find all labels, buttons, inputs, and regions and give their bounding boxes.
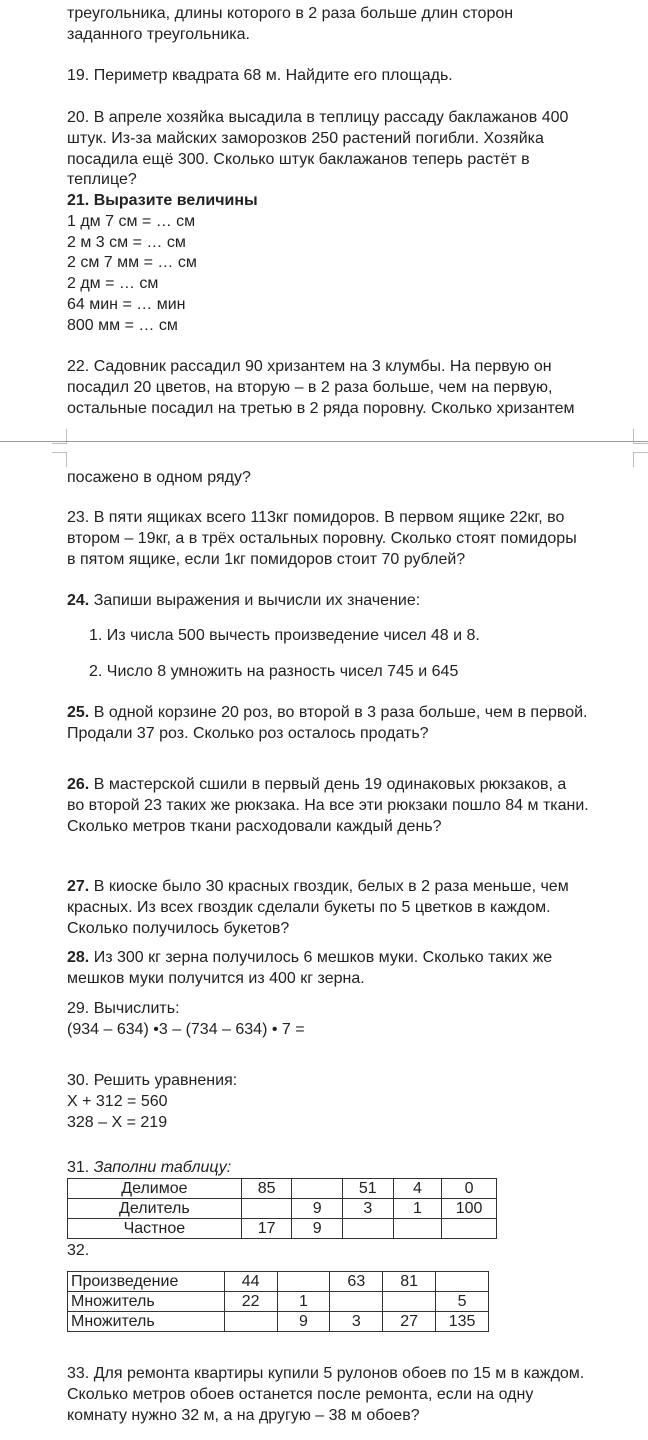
task-number: 24. bbox=[67, 592, 90, 609]
table-cell bbox=[393, 1219, 442, 1239]
table-cell: Множитель bbox=[68, 1292, 225, 1312]
task-line: втором – 19кг, а в трёх остальных поровну. Сколько стоят помидоры bbox=[67, 529, 577, 547]
task-line: 30. Решить уравнения: bbox=[67, 1072, 238, 1089]
table-cell: 9 bbox=[277, 1312, 330, 1332]
table-cell: 1 bbox=[393, 1199, 442, 1219]
task-22-continued bbox=[67, 468, 633, 489]
table-cell bbox=[292, 1179, 343, 1199]
task-29 bbox=[67, 999, 633, 1041]
task-19 bbox=[67, 66, 633, 87]
task-30 bbox=[67, 1071, 633, 1133]
task-24 bbox=[67, 591, 633, 612]
task-line: штук. Из-за майских заморозков 250 растений погибли. Хозяйка bbox=[67, 129, 544, 147]
task-number: 27. bbox=[67, 878, 90, 895]
task-line: 23. В пяти ящиках всего 113кг помидоров. В первом ящике 22кг, во bbox=[67, 509, 565, 526]
task-line: Сколько метров обоев останется после ремонта, если на одну bbox=[67, 1385, 534, 1403]
task-line: во второй 23 таких же рюкзака. На все эти рюкзаки пошло 84 м ткани. bbox=[67, 796, 589, 814]
page-corner-mark bbox=[52, 452, 67, 467]
table-cell bbox=[224, 1312, 277, 1332]
page-corner-mark bbox=[633, 452, 648, 467]
task-line: Из 300 кг зерна получилось 6 мешков муки. Сколько таких же bbox=[89, 949, 553, 966]
task-27 bbox=[67, 877, 633, 939]
task-line: посажено в одном ряду? bbox=[67, 469, 251, 486]
task-line: Продали 37 роз. Сколько роз осталось продать? bbox=[67, 724, 429, 742]
task-number: 32. bbox=[67, 1242, 90, 1259]
task-line: Сколько метров ткани расходовали каждый день? bbox=[67, 817, 442, 835]
task-31-title bbox=[67, 1158, 633, 1179]
table-cell: 4 bbox=[393, 1179, 442, 1199]
task-33 bbox=[67, 1364, 633, 1426]
text-line: заданного треугольника. bbox=[67, 25, 250, 43]
task-line: посадил 20 цветов, на вторую – в 2 раза больше, чем на первую, bbox=[67, 378, 553, 396]
table-cell bbox=[277, 1272, 330, 1292]
task-title bbox=[67, 591, 633, 612]
task-line: красных. Из всех гвоздик сделали букеты по 5 цветков в каждом. bbox=[67, 898, 551, 916]
table-cell: 9 bbox=[292, 1199, 343, 1219]
table-cell: Множитель bbox=[68, 1312, 225, 1332]
task-number: 28. bbox=[67, 949, 90, 966]
task-28 bbox=[67, 948, 633, 990]
table-cell: Произведение bbox=[68, 1272, 225, 1292]
table-cell: 51 bbox=[342, 1179, 393, 1199]
table-cell: 85 bbox=[241, 1179, 292, 1199]
table-cell: 0 bbox=[442, 1179, 497, 1199]
division-table bbox=[67, 1178, 497, 1239]
task-line: 22. Садовник рассадил 90 хризантем на 3 клумбы. На первую он bbox=[67, 358, 552, 375]
task-21 bbox=[67, 191, 633, 337]
table-cell bbox=[383, 1292, 436, 1312]
table-row bbox=[68, 1292, 489, 1312]
table-cell: 5 bbox=[436, 1292, 489, 1312]
task-line: 1 дм 7 см = … см bbox=[67, 212, 196, 230]
task-number: 31. bbox=[67, 1159, 94, 1176]
task-26 bbox=[67, 775, 633, 837]
table-row bbox=[68, 1272, 489, 1292]
task-24-item-2 bbox=[89, 662, 648, 683]
task-line: теплице? bbox=[67, 171, 137, 189]
task-line: Х + 312 = 560 bbox=[67, 1092, 168, 1110]
table-cell bbox=[330, 1292, 383, 1312]
table-cell: 81 bbox=[383, 1272, 436, 1292]
table-cell: 63 bbox=[330, 1272, 383, 1292]
table-cell: Частное bbox=[68, 1219, 242, 1239]
task-title: 21. Выразите величины bbox=[67, 192, 258, 209]
task-line: посадила ещё 300. Сколько штук баклажанов теперь растёт в bbox=[67, 150, 530, 168]
task-title-text: Заполни таблицу: bbox=[93, 1159, 232, 1176]
table-cell: 17 bbox=[241, 1219, 292, 1239]
task-line: Сколько получилось букетов? bbox=[67, 919, 290, 937]
task-line: 328 – Х = 219 bbox=[67, 1113, 168, 1131]
table-cell: 135 bbox=[436, 1312, 489, 1332]
table-cell: 3 bbox=[342, 1199, 393, 1219]
table-cell: 1 bbox=[277, 1292, 330, 1312]
table-cell: 100 bbox=[442, 1199, 497, 1219]
task-title-text: Запиши выражения и вычисли их значение: bbox=[89, 592, 421, 609]
task-line: 64 мин = … мин bbox=[67, 295, 186, 313]
list-item: 1. Из числа 500 вычесть произведение чисел 48 и 8. bbox=[89, 627, 480, 644]
table-cell bbox=[241, 1199, 292, 1219]
table-cell: 27 bbox=[383, 1312, 436, 1332]
task-line: в пятом ящике, если 1кг помидоров стоит 70 рублей? bbox=[67, 550, 466, 568]
table-row bbox=[68, 1199, 497, 1219]
task-line: комнату нужно 32 м, а на другую – 38 м обоев? bbox=[67, 1406, 420, 1424]
table-cell: 44 bbox=[224, 1272, 277, 1292]
task-number: 25. bbox=[67, 704, 90, 721]
table-cell: Делимое bbox=[68, 1179, 242, 1199]
table-cell: 3 bbox=[330, 1312, 383, 1332]
text-line: треугольника, длины которого в 2 раза больше длин сторон bbox=[67, 5, 514, 22]
task-23 bbox=[67, 508, 633, 570]
task-25 bbox=[67, 703, 633, 745]
list-item: 2. Число 8 умножить на разность чисел 745 и 645 bbox=[89, 663, 459, 680]
task-line: В мастерской сшили в первый день 19 одинаковых рюкзаков, а bbox=[89, 776, 567, 793]
task-line: 29. Вычислить: bbox=[67, 1000, 180, 1017]
table-cell: Делитель bbox=[68, 1199, 242, 1219]
task-line: остальные посадил на третью в 2 ряда поровну. Сколько хризантем bbox=[67, 399, 575, 417]
task-line: 800 мм = … см bbox=[67, 316, 178, 334]
task-line: (934 – 634) •3 – (734 – 634) • 7 = bbox=[67, 1020, 305, 1038]
task-line: 2 см 7 мм = … см bbox=[67, 254, 197, 272]
table-cell: 22 bbox=[224, 1292, 277, 1312]
multiplication-table bbox=[67, 1271, 489, 1332]
top-fragment bbox=[67, 4, 633, 46]
task-number: 26. bbox=[67, 776, 90, 793]
task-line: 33. Для ремонта квартиры купили 5 рулонов обоев по 15 м в каждом. bbox=[67, 1365, 585, 1382]
table-row bbox=[68, 1179, 497, 1199]
table-cell bbox=[442, 1219, 497, 1239]
table-cell bbox=[436, 1272, 489, 1292]
task-line: 20. В апреле хозяйка высадила в теплицу рассаду баклажанов 400 bbox=[67, 109, 569, 126]
task-32-title bbox=[67, 1241, 633, 1262]
table-cell: 9 bbox=[292, 1219, 343, 1239]
task-line: 2 дм = … см bbox=[67, 275, 159, 293]
task-22 bbox=[67, 357, 633, 419]
page-break-line bbox=[0, 441, 648, 442]
task-20 bbox=[67, 108, 633, 191]
table-row bbox=[68, 1219, 497, 1239]
task-text: 19. Периметр квадрата 68 м. Найдите его площадь. bbox=[67, 67, 453, 84]
task-line: В киоске было 30 красных гвоздик, белых в 2 раза меньше, чем bbox=[89, 878, 569, 895]
task-line: мешков муки получится из 400 кг зерна. bbox=[67, 969, 365, 987]
table-row bbox=[68, 1312, 489, 1332]
task-line: 2 м 3 см = … см bbox=[67, 233, 186, 251]
task-line: В одной корзине 20 роз, во второй в 3 раза больше, чем в первой. bbox=[89, 704, 588, 721]
table-cell bbox=[342, 1219, 393, 1239]
task-24-item-1 bbox=[89, 626, 648, 647]
